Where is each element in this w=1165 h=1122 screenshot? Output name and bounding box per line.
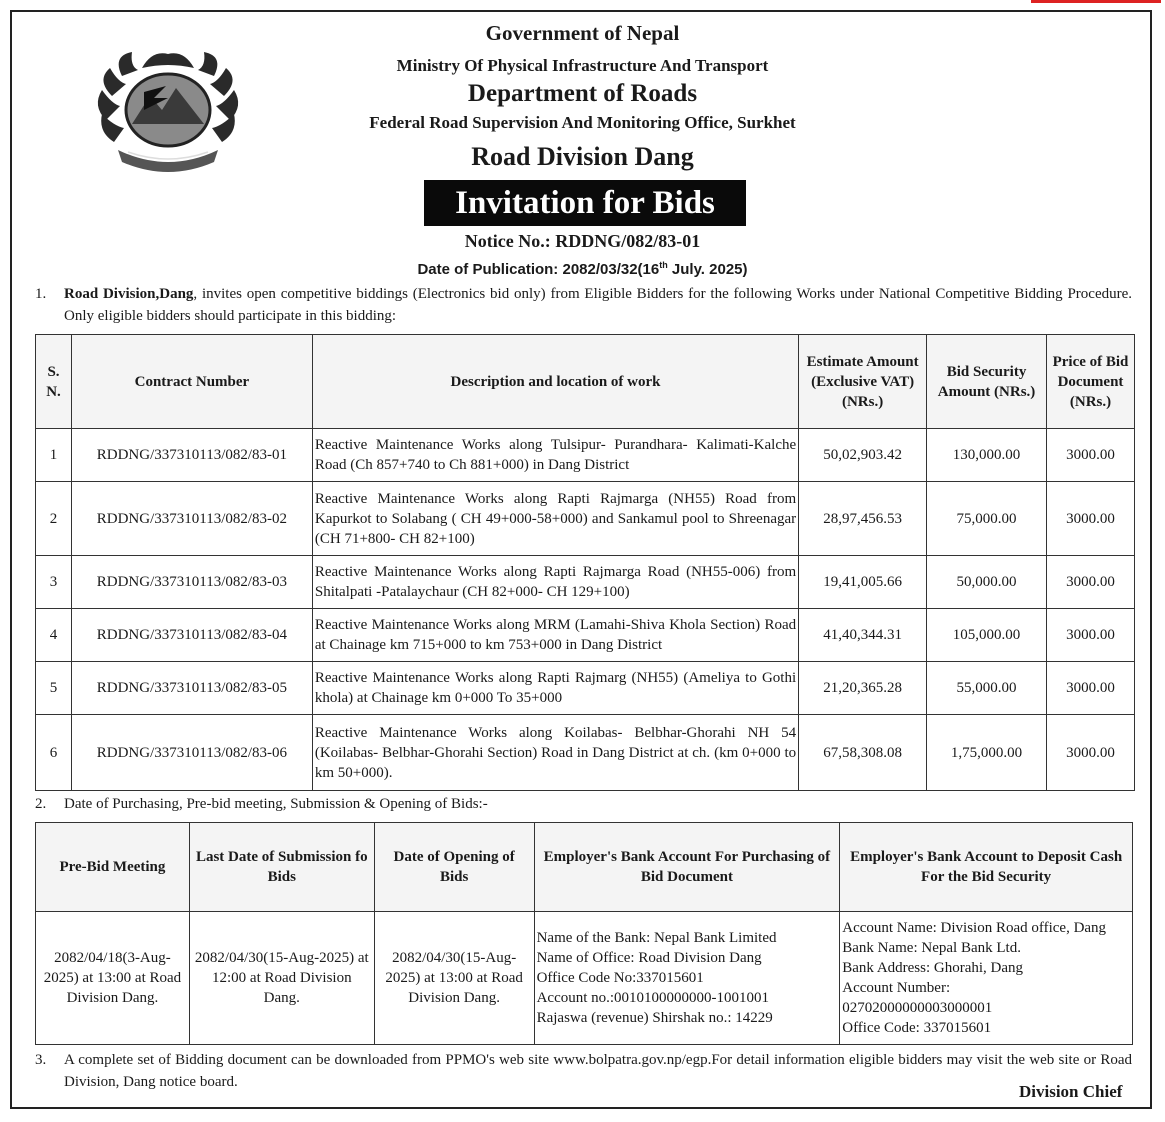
row-sn: 1: [36, 429, 72, 482]
publication-date-prefix: Date of Publication: 2082/03/32(16: [417, 261, 660, 278]
header-price-of-document: Price of Bid Document (NRs.): [1047, 335, 1135, 429]
pre-bid-meeting-value: 2082/04/18(3-Aug-2025) at 13:00 at Road Division Dang.: [36, 912, 190, 1045]
section-2-number: 2.: [35, 796, 47, 812]
row-price: 3000.00: [1047, 429, 1135, 482]
last-date-value: 2082/04/30(15-Aug-2025) at 12:00 at Road Division Dang.: [189, 912, 374, 1045]
header-pre-bid-meeting: Pre-Bid Meeting: [36, 823, 190, 912]
bank-deposit-line: Bank Address: Ghorahi, Dang: [842, 960, 1024, 976]
government-title: Government of Nepal: [485, 21, 680, 45]
header-description: Description and location of work: [312, 335, 798, 429]
publication-date-suffix: July. 2025): [667, 261, 748, 278]
works-table-header-row: [36, 335, 1135, 429]
section-2-text: Date of Purchasing, Pre-bid meeting, Submission & Opening of Bids:-: [64, 796, 488, 812]
row-sn: 6: [36, 715, 72, 791]
row-contract-number: RDDNG/337310113/082/83-06: [71, 715, 312, 791]
row-price: 3000.00: [1047, 662, 1135, 715]
section-1-body: , invites open competitive biddings (Electronics bid only) from Eligible Bidders for the following Works under National Competitive Bidding Procedure. Only eligible bidders should participate in this bidding:: [64, 286, 1133, 324]
row-description: Reactive Maintenance Works along Tulsipur- Purandhara- Kalimati-Kalche Road (Ch 857+740 to Ch 881+000) in Dang District: [312, 429, 798, 482]
row-sn: 4: [36, 609, 72, 662]
row-contract-number: RDDNG/337310113/082/83-04: [71, 609, 312, 662]
table-row: [36, 429, 1135, 482]
bank-deposit-line: Account Number:: [842, 980, 951, 996]
bank-purchase-line: Office Code No:337015601: [536, 970, 704, 986]
header-sn: S. N.: [36, 335, 72, 429]
row-security: 75,000.00: [927, 482, 1047, 556]
section-1-text: [64, 283, 1132, 327]
header-bank-purchase: Employer's Bank Account For Purchasing of Bid Document: [534, 823, 840, 912]
bank-deposit-details: [840, 912, 1133, 1045]
row-description: Reactive Maintenance Works along Rapti Rajmarga Road (NH55-006) from Shitalpati -Patalaychaur (CH 82+000- CH 129+100): [312, 556, 798, 609]
row-sn: 5: [36, 662, 72, 715]
row-estimate: 19,41,005.66: [799, 556, 927, 609]
office-title: Federal Road Supervision And Monitoring Office, Surkhet: [369, 113, 796, 132]
bank-purchase-line: Name of the Bank: Nepal Bank Limited: [536, 930, 777, 946]
row-price: 3000.00: [1047, 556, 1135, 609]
row-description: Reactive Maintenance Works along Koilabas- Belbhar-Ghorahi NH 54 (Koilabas- Belbhar-Ghorahi Section) Road in Dang District at ch. (km 0+000 to km 50+000).: [312, 715, 798, 791]
notice-number: Notice No.: RDDNG/082/83-01: [464, 231, 701, 251]
section-1-number: 1.: [35, 286, 47, 302]
bank-deposit-line: Office Code: 337015601: [842, 1020, 992, 1036]
row-security: 1,75,000.00: [927, 715, 1047, 791]
section-3-number: 3.: [35, 1052, 47, 1068]
row-estimate: 67,58,308.08: [799, 715, 927, 791]
header-contract-number: Contract Number: [71, 335, 312, 429]
opening-date-value: 2082/04/30(15-Aug-2025) at 13:00 at Road Division Dang.: [374, 912, 534, 1045]
dates-table-header-row: [36, 823, 1133, 912]
invitation-title-banner: Invitation for Bids: [424, 180, 746, 226]
row-security: 130,000.00: [927, 429, 1047, 482]
department-title: Department of Roads: [467, 80, 698, 107]
row-price: 3000.00: [1047, 715, 1135, 791]
header-estimate-amount: Estimate Amount (Exclusive VAT) (NRs.): [799, 335, 927, 429]
row-security: 105,000.00: [927, 609, 1047, 662]
row-estimate: 21,20,365.28: [799, 662, 927, 715]
row-contract-number: RDDNG/337310113/082/83-01: [71, 429, 312, 482]
row-sn: 3: [36, 556, 72, 609]
row-price: 3000.00: [1047, 609, 1135, 662]
row-sn: 2: [36, 482, 72, 556]
row-contract-number: RDDNG/337310113/082/83-05: [71, 662, 312, 715]
row-description: Reactive Maintenance Works along MRM (Lamahi-Shiva Khola Section) Road at Chainage km 715+000 to km 753+000 in Dang District: [312, 609, 798, 662]
row-security: 55,000.00: [927, 662, 1047, 715]
publication-date: [0, 260, 1165, 278]
dates-table: [35, 822, 1133, 1045]
row-description: Reactive Maintenance Works along Rapti Rajmarg (NH55) (Ameliya to Gothi khola) at Chainage km 0+000 To 35+000: [312, 662, 798, 715]
table-row: [36, 609, 1135, 662]
row-estimate: 41,40,344.31: [799, 609, 927, 662]
header-bid-security: Bid Security Amount (NRs.): [927, 335, 1047, 429]
header-opening-date: Date of Opening of Bids: [374, 823, 534, 912]
ministry-title: Ministry Of Physical Infrastructure And Transport: [396, 56, 769, 75]
bank-deposit-line: Bank Name: Nepal Bank Ltd.: [842, 940, 1021, 956]
table-row: [36, 662, 1135, 715]
bank-deposit-line: 02702000000003000001: [842, 1000, 993, 1016]
row-description: Reactive Maintenance Works along Rapti Rajmarga (NH55) Road from Kapurkot to Solabang ( CH 49+000-58+000) and Sankamul pool to Shreenagar (CH 71+800- CH 82+100): [312, 482, 798, 556]
row-estimate: 50,02,903.42: [799, 429, 927, 482]
signature-division-chief: Division Chief: [1019, 1082, 1123, 1101]
bank-purchase-line: Account no.:0010100000000-1001001: [536, 990, 770, 1006]
row-contract-number: RDDNG/337310113/082/83-02: [71, 482, 312, 556]
bank-purchase-line: Name of Office: Road Division Dang: [536, 950, 762, 966]
header-last-date: Last Date of Submission fo Bids: [189, 823, 374, 912]
bank-purchase-details: [534, 912, 840, 1045]
row-contract-number: RDDNG/337310113/082/83-03: [71, 556, 312, 609]
row-price: 3000.00: [1047, 482, 1135, 556]
table-row: [36, 482, 1135, 556]
bank-purchase-line: Rajaswa (revenue) Shirshak no.: 14229: [536, 1010, 773, 1026]
row-estimate: 28,97,456.53: [799, 482, 927, 556]
table-row: [36, 715, 1135, 791]
bank-deposit-line: Account Name: Division Road office, Dang: [842, 920, 1107, 936]
top-red-mark: [1031, 0, 1161, 3]
section-3-text: A complete set of Bidding document can be downloaded from PPMO's web site www.bolpatra.gov.np/egp.For detail information eligible bidders may visit the web site or Road Division, Dang notice board.: [64, 1052, 1132, 1090]
works-table: [35, 334, 1135, 791]
row-security: 50,000.00: [927, 556, 1047, 609]
publication-date-sup: th: [659, 260, 668, 270]
table-row: [36, 912, 1133, 1045]
header-bank-deposit: Employer's Bank Account to Deposit Cash For the Bid Security: [840, 823, 1133, 912]
table-row: [36, 556, 1135, 609]
division-title: Road Division Dang: [471, 142, 694, 171]
section-1-lead: Road Division,Dang: [64, 286, 194, 302]
